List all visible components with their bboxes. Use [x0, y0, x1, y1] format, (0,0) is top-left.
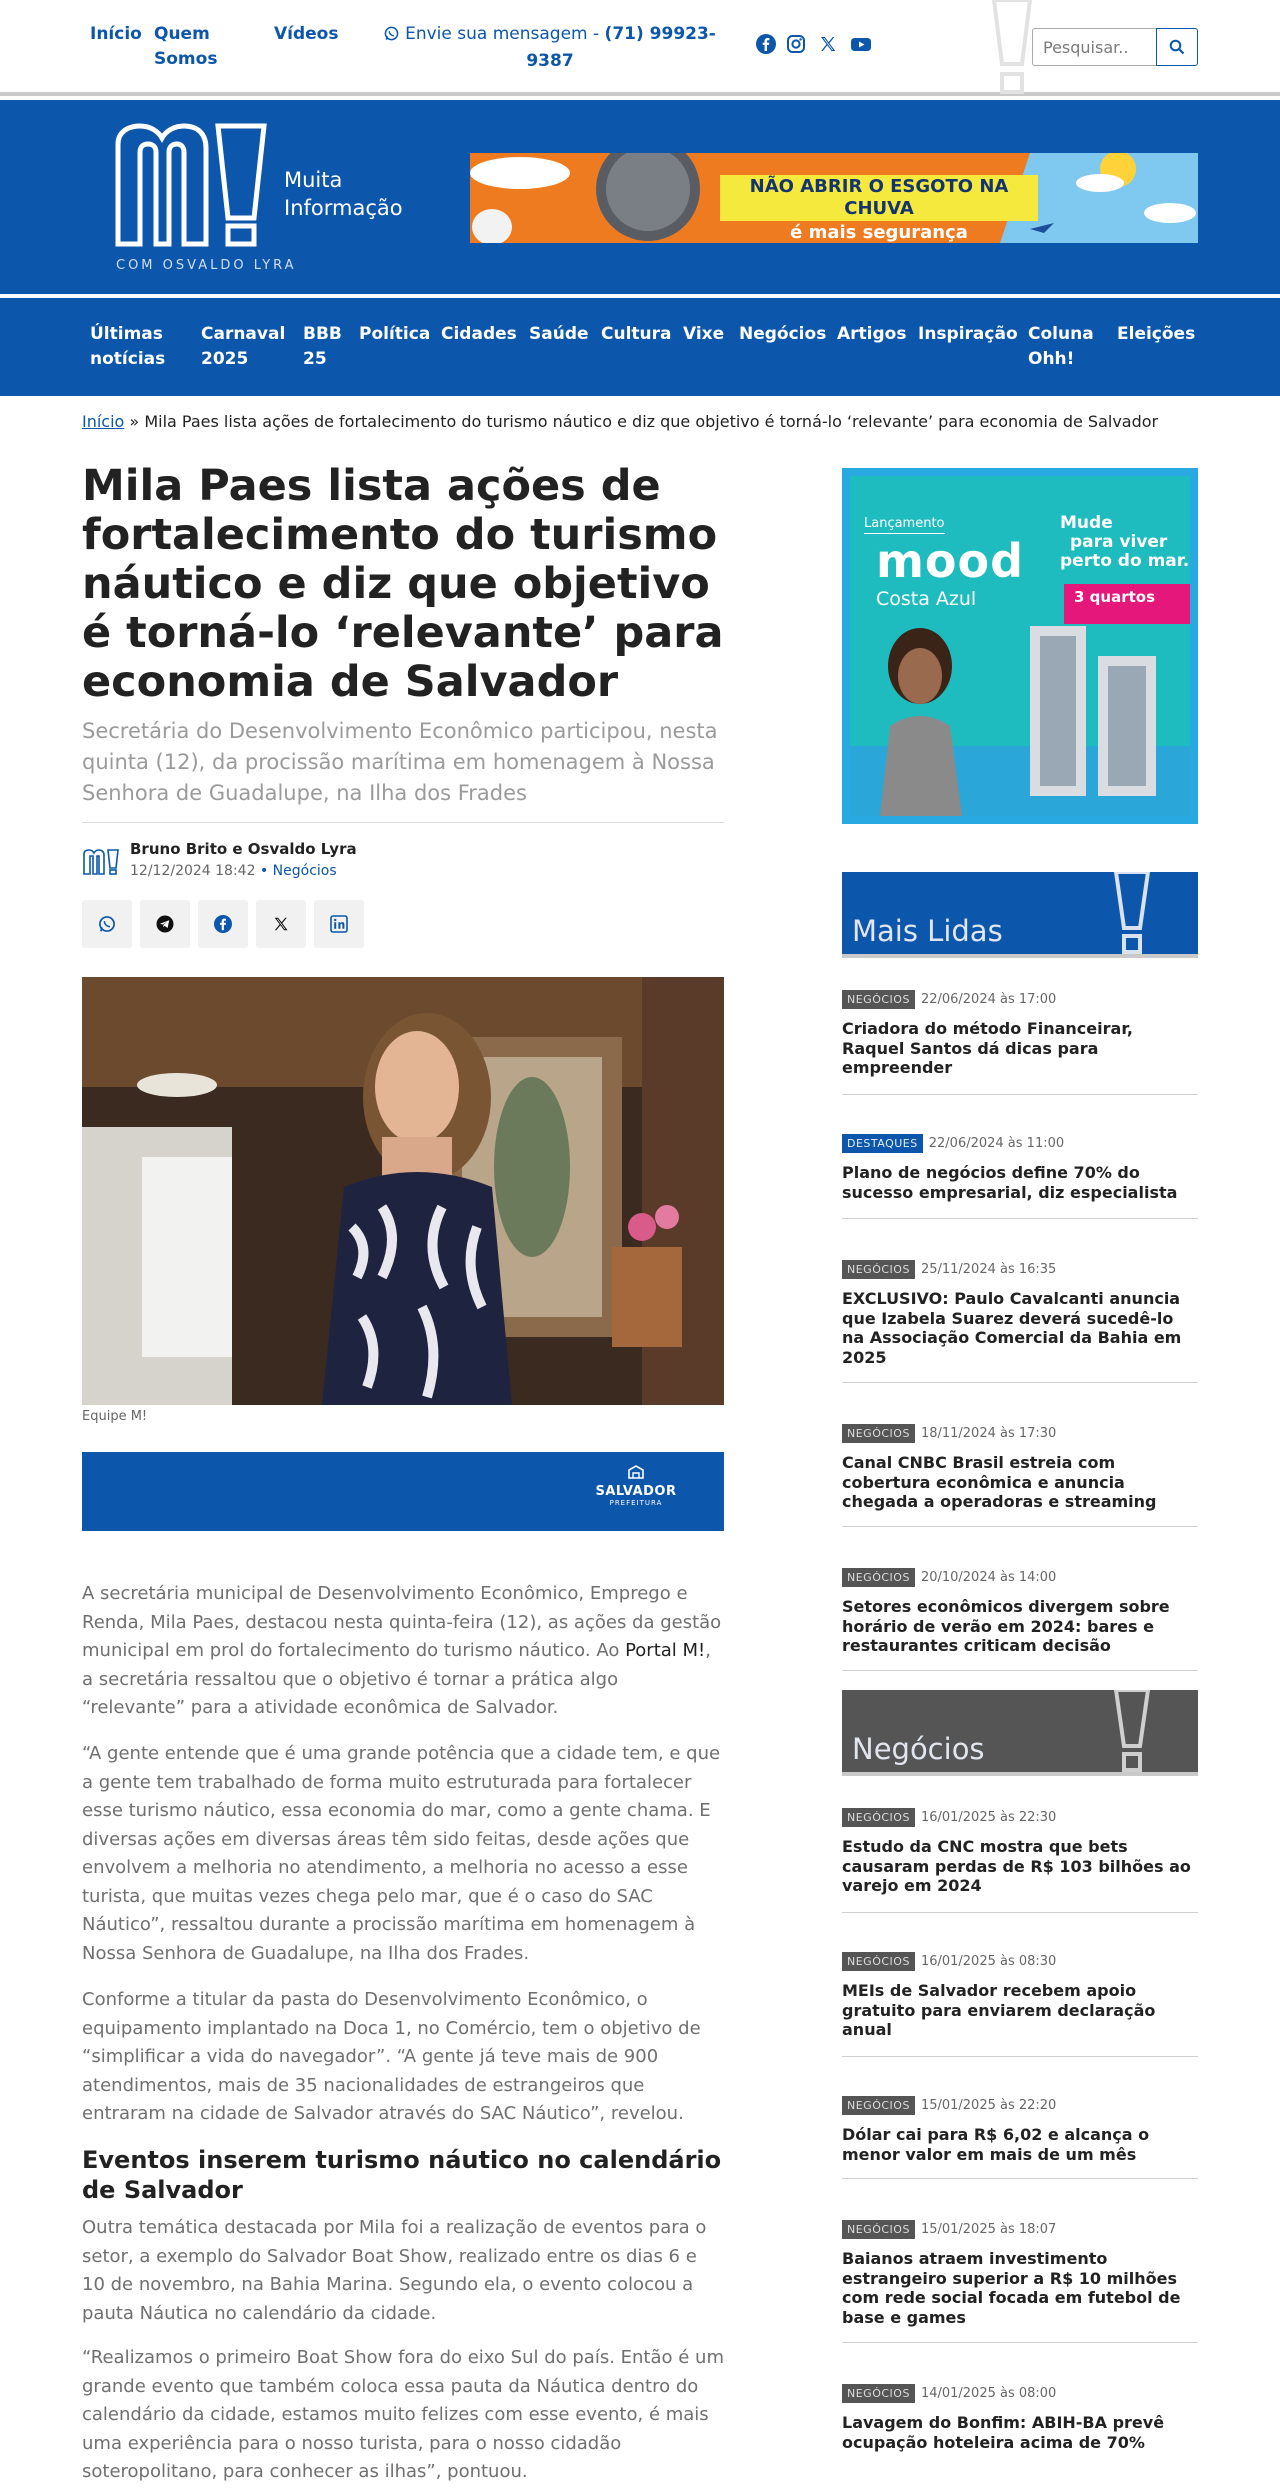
item-date: 16/01/2025 às 08:30 [920, 1954, 1057, 1969]
message-label: Envie sua mensagem - [405, 24, 605, 44]
header-ad-banner[interactable] [470, 153, 1198, 243]
whatsapp-icon [384, 24, 399, 49]
item-title[interactable]: Dólar cai para R$ 6,02 e alcança o menor valor em mais de um mês [842, 2125, 1150, 2164]
author-avatar [82, 848, 122, 880]
category-badge[interactable]: NEGÓCIOS [842, 990, 915, 1009]
banner-line-2: é mais segurança [790, 222, 968, 243]
item-title[interactable]: Lavagem do Bonfim: ABIH-BA prevê ocupação hoteleira acima de 70% [842, 2413, 1165, 2452]
ad-launch-label: Lançamento [864, 516, 945, 534]
ad-tagline-1: Mude [1060, 513, 1113, 533]
list-item[interactable] [842, 1260, 1198, 1367]
item-date: 18/11/2024 às 17:30 [920, 1426, 1057, 1441]
item-date: 14/01/2025 às 08:00 [920, 2386, 1057, 2401]
share-whatsapp-button[interactable] [82, 900, 132, 948]
share-facebook-button[interactable] [198, 900, 248, 948]
item-title[interactable]: Baianos atraem investimento estrangeiro superior a R$ 10 milhões com rede social focada em futebol de base e games [842, 2249, 1181, 2327]
negocios-title: Negócios [852, 1732, 985, 1766]
nav-item-carnaval-2025[interactable]: Carnaval 2025 [201, 324, 286, 369]
item-title[interactable]: Canal CNBC Brasil estreia com cobertura econômica e anuncia chegada a operadoras e streaming [842, 1453, 1157, 1511]
list-item[interactable] [842, 1134, 1198, 1202]
salvador-logo-text: SALVADOR [595, 1484, 677, 1499]
article-divider [82, 822, 724, 823]
ad-brand: mood [876, 534, 1025, 588]
article-subheading: Eventos inserem turismo náutico no calendário de Salvador [82, 2146, 722, 2204]
item-date: 16/01/2025 às 22:30 [920, 1810, 1057, 1825]
article-meta [130, 863, 337, 879]
negocios-header [842, 1690, 1198, 1776]
list-item[interactable] [842, 990, 1198, 1078]
nav-item-bbb-25[interactable]: BBB 25 [303, 324, 342, 369]
x-twitter-icon [272, 915, 290, 933]
mais-lidas-header [842, 872, 1198, 958]
x-twitter-icon[interactable] [818, 34, 838, 54]
logo-subtitle: COM OSVALDO LYRA [116, 258, 297, 273]
list-item[interactable] [842, 2220, 1198, 2327]
divider [842, 2056, 1198, 2057]
top-nav-quem-somos[interactable]: Quem Somos [154, 24, 218, 69]
telegram-icon [156, 915, 174, 933]
list-item[interactable] [842, 1952, 1198, 2040]
item-date: 15/01/2025 às 22:20 [920, 2098, 1057, 2113]
article-subtitle: Secretária do Desenvolvimento Econômico participou, nesta quinta (12), da procissão marítima em homenagem à Nossa Senhora de Guadalupe, na Ilha dos Frades [82, 719, 718, 805]
top-bar [0, 0, 1280, 96]
breadcrumb-home[interactable]: Início [82, 412, 125, 431]
nav-item-eleicoes[interactable]: Eleições [1117, 324, 1196, 344]
item-date: 22/06/2024 às 11:00 [928, 1136, 1065, 1151]
portal-link[interactable]: Portal M! [625, 1640, 706, 1661]
article-photo [82, 977, 724, 1405]
main-nav [0, 298, 1280, 396]
article-date: 12/12/2024 18:42 [130, 863, 256, 879]
salvador-logo [590, 1464, 682, 1507]
share-telegram-button[interactable] [140, 900, 190, 948]
item-date: 15/01/2025 às 18:07 [920, 2222, 1057, 2237]
banner-headline [720, 175, 1038, 243]
p1-text-b: , a secretária ressaltou que o objetivo é tornar a prática algo “relevante” para a atividade econômica de Salvador. [82, 1640, 711, 1718]
salvador-crest-icon [626, 1464, 646, 1480]
item-title[interactable]: Estudo da CNC mostra que bets causaram perdas de R$ 103 bilhões ao varejo em 2024 [842, 1837, 1191, 1895]
facebook-icon [214, 915, 232, 933]
top-nav-videos[interactable]: Vídeos [274, 24, 339, 44]
ad-tagline-3: perto do mar. [1060, 551, 1190, 571]
ad-location: Costa Azul [876, 588, 977, 610]
category-badge[interactable]: NEGÓCIOS [842, 2220, 915, 2239]
category-badge[interactable]: NEGÓCIOS [842, 1952, 915, 1971]
top-nav-inicio[interactable]: Início [90, 24, 142, 44]
article-paragraph-5: “Realizamos o primeiro Boat Show fora do eixo Sul do país. Então é um grande evento que também coloca essa pauta da Náutica dentro do calendário da cidade, estamos muito felizes com esse evento, é mais uma experiência para o nosso turista, para o nosso cidadão soteropolitano, para conhecer as ilhas”, pontuou. [82, 2347, 724, 2482]
search-button[interactable] [1156, 28, 1198, 66]
share-linkedin-button[interactable] [314, 900, 364, 948]
nav-item-saude[interactable]: Saúde [529, 324, 589, 344]
category-badge[interactable]: NEGÓCIOS [842, 1260, 915, 1279]
nav-item-cidades[interactable]: Cidades [441, 324, 517, 344]
item-title[interactable]: MEIs de Salvador recebem apoio gratuito para enviarem declaração anual [842, 1981, 1156, 2039]
ad-tagline [1060, 514, 1189, 571]
salvador-logo-sub: PREFEITURA [609, 1499, 663, 1507]
item-date: 20/10/2024 às 14:00 [920, 1570, 1057, 1585]
mais-lidas-title: Mais Lidas [852, 914, 1003, 948]
logo-mark [114, 122, 280, 252]
exclamation-watermark-icon [1112, 1690, 1152, 1776]
sidebar-ad[interactable] [842, 468, 1198, 824]
facebook-icon[interactable] [756, 34, 776, 54]
logo-text [284, 166, 424, 222]
banner-line-1: NÃO ABRIR O ESGOTO NA CHUVA [720, 175, 1038, 221]
category-badge[interactable]: NEGÓCIOS [842, 2096, 915, 2115]
item-title[interactable]: Setores econômicos divergem sobre horário de verão em 2024: bares e restaurantes criticam decisão [842, 1597, 1170, 1655]
instagram-icon[interactable] [786, 34, 806, 54]
ad-rooms: 3 quartos [1064, 584, 1194, 624]
divider [842, 2342, 1198, 2343]
author-name: Bruno Brito e Osvaldo Lyra [130, 840, 357, 858]
search-input[interactable] [1032, 28, 1156, 66]
list-item[interactable] [842, 1424, 1198, 1512]
prefeitura-ad-banner[interactable] [82, 1452, 724, 1531]
site-logo[interactable] [114, 122, 280, 256]
item-date: 22/06/2024 às 17:00 [920, 992, 1057, 1007]
meta-dot: • [259, 863, 269, 879]
divider [842, 1218, 1198, 1219]
photo-caption: Equipe M! [82, 1409, 148, 1424]
category-badge[interactable]: NEGÓCIOS [842, 1808, 915, 1827]
ad-tagline-2: para viver [1070, 532, 1168, 552]
divider [842, 1382, 1198, 1383]
nav-item-cultura[interactable]: Cultura [601, 324, 672, 344]
whatsapp-message-link[interactable] [380, 22, 720, 74]
article-paragraph-3: Conforme a titular da pasta do Desenvolvimento Econômico, o equipamento implantado na Doca 1, no Comércio, tem o objetivo de “simplificar a vida do navegador”. “A gente já teve mais de 900 atendimentos, mais de 35 nacionalidades de estrangeiros que entraram na cidade de Salvador através do SAC Náutico”, revelou. [82, 1989, 701, 2124]
category-badge[interactable]: NEGÓCIOS [842, 1568, 915, 1587]
exclamation-watermark-icon [990, 0, 1034, 96]
item-title[interactable]: Criadora do método Financeirar, Raquel Santos dá dicas para empreender [842, 1019, 1133, 1077]
whatsapp-icon [98, 915, 116, 933]
list-item[interactable] [842, 1568, 1198, 1656]
article-paragraph-1 [82, 1580, 724, 1723]
article-title: Mila Paes lista ações de fortalecimento do turismo náutico e diz que objetivo é torná-lo ‘relevante’ para economia de Salvador [82, 461, 724, 707]
category-badge[interactable]: DESTAQUES [842, 1134, 923, 1153]
divider [842, 1094, 1198, 1095]
list-item[interactable] [842, 2384, 1198, 2452]
search-icon [1169, 39, 1185, 55]
linkedin-icon [330, 915, 348, 933]
category-badge[interactable]: NEGÓCIOS [842, 1424, 915, 1443]
list-item[interactable] [842, 2096, 1198, 2164]
divider [842, 1526, 1198, 1527]
p1-text-a: A secretária municipal de Desenvolvimento Econômico, Emprego e Renda, Mila Paes, destacou nesta quinta-feira (12), as ações da gestão municipal em prol do fortalecimento do turismo náutico. Ao [82, 1583, 722, 1661]
nav-item-coluna-ohh[interactable]: Coluna Ohh! [1028, 324, 1094, 369]
breadcrumb-current: Mila Paes lista ações de fortalecimento do turismo náutico e diz que objetivo é torná-lo ‘relevante’ para economia de Salvador [144, 412, 1159, 431]
nav-item-inspiracao[interactable]: Inspiração [918, 324, 1018, 344]
nav-item-artigos[interactable]: Artigos [837, 324, 907, 344]
category-badge[interactable]: NEGÓCIOS [842, 2384, 915, 2403]
breadcrumb [82, 412, 1158, 431]
divider [842, 1670, 1198, 1671]
message-phone: (71) 99923-9387 [526, 24, 716, 71]
exclamation-watermark-icon [1112, 872, 1152, 958]
nav-item-ultimas-noticias[interactable]: Últimas notícias [90, 324, 166, 369]
item-title[interactable]: EXCLUSIVO: Paulo Cavalcanti anuncia que Izabela Suarez deverá sucedê-lo na Associação Comercial da Bahia em 2025 [842, 1289, 1182, 1367]
site-header [0, 100, 1280, 294]
article-category[interactable]: Negócios [272, 863, 337, 879]
logo-text-label: Muita Informação [284, 168, 403, 220]
list-item[interactable] [842, 1808, 1198, 1896]
share-x-button[interactable] [256, 900, 306, 948]
article-paragraph-2: “A gente entende que é uma grande potência que a cidade tem, e que a gente tem trabalhado de forma muito estruturada para fortalecer esse turismo náutico, essa economia do mar, como a gente chama. E diversas ações em diversas áreas têm sido feitas, desde ações que envolvem a melhoria no atendimento, a melhoria no acesso a esse turista, que muitas vezes chega pelo mar, que é o caso do SAC Náutico”, ressaltou durante a procissão marítima em homenagem à Nossa Senhora de Guadalupe, na Ilha dos Frades. [82, 1743, 721, 1964]
divider [842, 2178, 1198, 2179]
item-title[interactable]: Plano de negócios define 70% do sucesso empresarial, diz especialista [842, 1163, 1178, 1202]
divider [842, 1912, 1198, 1913]
breadcrumb-separator: » [124, 412, 145, 431]
article-paragraph-4: Outra temática destacada por Mila foi a realização de eventos para o setor, a exemplo do Salvador Boat Show, realizado entre os dias 6 e 10 de novembro, na Bahia Marina. Segundo ela, o evento colocou a pauta Náutica no calendário da cidade. [82, 2217, 707, 2324]
nav-item-politica[interactable]: Política [359, 324, 431, 344]
item-date: 25/11/2024 às 16:35 [920, 1262, 1057, 1277]
nav-item-negocios[interactable]: Negócios [739, 324, 827, 344]
nav-item-vixe[interactable]: Vixe [683, 324, 725, 344]
youtube-icon[interactable] [850, 34, 872, 54]
